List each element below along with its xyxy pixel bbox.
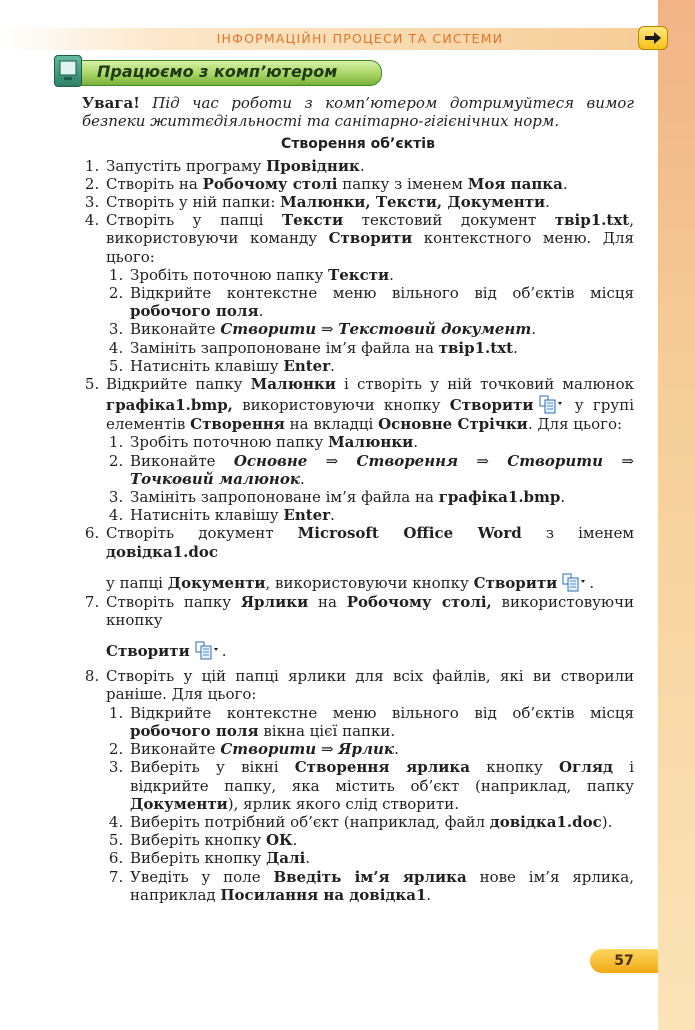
step-5: 5. Відкрийте папку Малюнки і створіть у ній точковий малюнок графіка1.bmp, використовуючи кнопку Створити у групі елементів Створення на вкладці Основне Стрічки. Для цього: 1. Зробіть поточною папку Малюнки. 2. Виконайте Основне ⇒ Створення ⇒ Створити ⇒ Точковий малюнок. 3. Замініть запропоноване ім’я файла на графіка1.bmp. 4. Натисніть клавішу Enter. (104, 375, 634, 524)
list-item: 1. Зробіть поточною папку Малюнки. (128, 433, 634, 451)
list-item: 4. Виберіть потрібний об’єкт (наприклад, файл довідка1.doc). (128, 813, 634, 831)
section-title: ІНФОРМАЦІЙНІ ПРОЦЕСИ ТА СИСТЕМИ (216, 31, 504, 46)
list-item: 7. Уведіть у поле Введіть ім’я ярлика нове ім’я ярлика, наприклад Посилання на довідка1. (128, 868, 634, 904)
new-item-icon[interactable] (561, 571, 589, 593)
warning-label: Увага! (82, 94, 140, 112)
arrow-right-icon[interactable] (638, 26, 668, 50)
list-item: 3. Замініть запропоноване ім’я файла на графіка1.bmp. (128, 488, 634, 506)
list-item: 2. Виконайте Основне ⇒ Створення ⇒ Створити ⇒ Точковий малюнок. (128, 452, 634, 488)
list-item: 4. Замініть запропоноване ім’я файла на твір1.txt. (128, 339, 634, 357)
step-8: 8. Створіть у цій папці ярлики для всіх файлів, які ви створили раніше. Для цього: 1. Відкрийте контекстне меню вільного від об’єктів місця робочого поля вікна цієї папки. 2. Виконайте Створити ⇒ Ярлик. 3. Виберіть у вікні Створення ярлика кнопку Огляд і відкрийте папку, яка містить об’єкт (наприклад, папку Документи), ярлик якого слід створити. 4. Виберіть потрібний об’єкт (наприклад, файл довідка1.doc). 5. Виберіть кнопку ОК. 6. Виберіть кнопку Далі. 7. Уведіть у поле Введіть ім’я ярлика нове ім’я ярлика, наприклад Посилання на довідка1. (104, 667, 634, 904)
subheading: Створення об’єктів (281, 136, 435, 153)
list-item: 5. Натисніть клавішу Enter. (128, 357, 634, 375)
list-item: 4. Натисніть клавішу Enter. (128, 506, 634, 524)
steps-list (82, 157, 634, 904)
step-8-substeps (106, 704, 634, 904)
list-item: 1. Зробіть поточною папку Тексти. (128, 266, 634, 284)
list-item: 2. Відкрийте контекстне меню вільного від об’єктів місця робочого поля. (128, 284, 634, 320)
step-4-substeps (106, 266, 634, 375)
new-item-icon[interactable] (194, 639, 222, 661)
warning (82, 94, 634, 130)
step-3: 3. Створіть у ній папки: Малюнки, Тексти, Документи. (104, 193, 634, 211)
list-item: 3. Виберіть у вікні Створення ярлика кнопку Огляд і відкрийте папку, яка містить об’єкт (наприклад, папку Документи), ярлик якого слід створити. (128, 758, 634, 813)
list-item: 1. Відкрийте контекстне меню вільного від об’єктів місця робочого поля вікна цієї папки. (128, 704, 634, 740)
page-number: 57 (590, 949, 658, 973)
step-1: 1. Запустіть програму Провідник. (104, 157, 634, 175)
content (82, 94, 634, 904)
computer-icon (54, 55, 82, 87)
step-4: 4. Створіть у папці Тексти текстовий документ твір1.txt, використовуючи команду Створити контекстного меню. Для цього: 1. Зробіть поточною папку Тексти. 2. Відкрийте контекстне меню вільного від об’єктів місця робочого поля. 3. Виконайте Створити ⇒ Текстовий документ. 4. Замініть запропоноване ім’я файла на твір1.txt. 5. Натисніть клавішу Enter. (104, 211, 634, 375)
list-item: 6. Виберіть кнопку Далі. (128, 849, 634, 867)
new-item-icon[interactable] (538, 393, 566, 415)
banner-title: Працюємо з комп’ютером (97, 62, 338, 81)
page-edge-band (658, 0, 695, 1030)
step-2: 2. Створіть на Робочому столі папку з іменем Моя папка. (104, 175, 634, 193)
step-7: 7. Створіть папку Ярлики на Робочому столі, використовуючи кнопку Створити . (104, 593, 634, 661)
step-5-substeps (106, 433, 634, 524)
list-item: 5. Виберіть кнопку ОК. (128, 831, 634, 849)
warning-text: Під час роботи з комп’ютером дотримуйтеся вимог безпеки життєдіяльності та санітарно-гігієнічних норм. (82, 94, 634, 131)
step-6: 6. Створіть документ Microsoft Office Word з іменем довідка1.doc у папці Документи, використовуючи кнопку Створити . (104, 524, 634, 592)
list-item: 2. Виконайте Створити ⇒ Ярлик. (128, 740, 634, 758)
list-item: 3. Виконайте Створити ⇒ Текстовий документ. (128, 320, 634, 338)
